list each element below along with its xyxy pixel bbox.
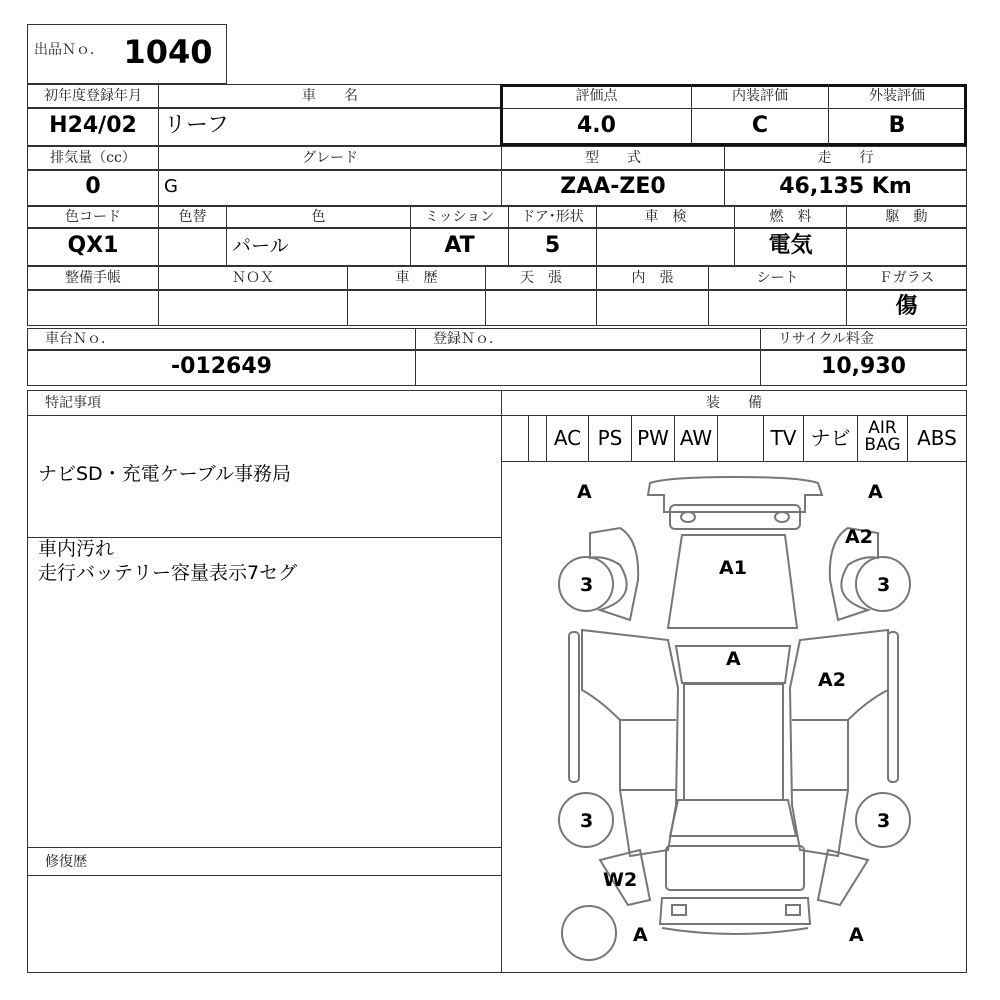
notes-line-1: ナビSD・充電ケーブル事務局 bbox=[38, 463, 291, 485]
chassis-label: 車台Ｎｏ． bbox=[45, 331, 115, 347]
grade-label: グレード bbox=[302, 150, 358, 166]
mission-label: ミッション bbox=[424, 209, 495, 225]
displacement-label: 排気量（cc） bbox=[50, 150, 136, 166]
damage-tire-fr: 3 bbox=[877, 574, 891, 596]
hood-shape bbox=[668, 535, 797, 628]
damage-tire-rl: 3 bbox=[580, 810, 594, 832]
left-mirror-shape bbox=[569, 632, 579, 782]
trunk-shape bbox=[666, 846, 804, 890]
interior-trim-label: 内 張 bbox=[631, 270, 674, 286]
model-value: ZAA-ZE0 bbox=[560, 174, 666, 199]
door-label: ドア･形状 bbox=[521, 209, 584, 225]
fuel-value: 電気 bbox=[768, 233, 813, 258]
fglass-label: Ｆガラス bbox=[878, 270, 935, 286]
damage-right-side: A2 bbox=[818, 669, 846, 691]
seat-label: シート bbox=[756, 270, 799, 286]
damage-front-left: A bbox=[577, 481, 592, 503]
equip-ps: PS bbox=[588, 416, 631, 461]
front-bumper-shape bbox=[648, 477, 822, 512]
history-label: 車 歴 bbox=[395, 270, 438, 286]
equip-abs: ABS bbox=[907, 416, 966, 461]
recycle-value: 10,930 bbox=[821, 354, 906, 379]
damage-front-right: A bbox=[868, 481, 883, 503]
color-label: 色 bbox=[311, 209, 326, 225]
nox-label: ＮＯＸ bbox=[232, 270, 274, 286]
reg-label: 初年度登録年月 bbox=[44, 88, 142, 104]
mission-value: AT bbox=[444, 233, 475, 258]
model-label: 型 式 bbox=[585, 150, 641, 166]
interior-label: 内装評価 bbox=[732, 88, 788, 104]
name-value: リーフ bbox=[164, 113, 229, 138]
interior-value: C bbox=[751, 113, 769, 138]
reg-value: H24/02 bbox=[49, 113, 137, 138]
fglass-value: 傷 bbox=[895, 294, 918, 319]
left-front-fender-shape bbox=[590, 528, 638, 620]
maintenance-label: 整備手帳 bbox=[65, 270, 121, 286]
equipment-label: 装 備 bbox=[706, 395, 762, 411]
equip-aw: AW bbox=[674, 416, 717, 461]
colorcode-label: 色コード bbox=[65, 209, 121, 225]
lot-label: 出品Ｎｏ． bbox=[34, 42, 104, 58]
exterior-value: B bbox=[888, 113, 906, 138]
repaint-label: 色替 bbox=[178, 209, 207, 225]
rear-bumper-shape bbox=[660, 898, 810, 924]
score-value: 4.0 bbox=[577, 113, 616, 138]
front-grille-shape bbox=[670, 505, 800, 529]
inspection-label: 車 検 bbox=[644, 209, 687, 225]
color-value: パール bbox=[232, 235, 289, 257]
name-label: 車 名 bbox=[302, 88, 358, 104]
damage-hood: A1 bbox=[719, 557, 747, 579]
damage-left-rear: W2 bbox=[603, 869, 638, 891]
equip-ac: AC bbox=[546, 416, 588, 461]
regno-label: 登録Ｎｏ． bbox=[433, 331, 503, 347]
equip-airbag: AIR BAG bbox=[857, 416, 907, 461]
chassis-value: -012649 bbox=[171, 354, 272, 379]
notes-label: 特記事項 bbox=[45, 395, 101, 411]
spare-tire-shape bbox=[562, 906, 616, 960]
damage-tire-rr: 3 bbox=[877, 810, 891, 832]
notes-line-2: 車内汚れ 走行バッテリー容量表示7セグ bbox=[38, 538, 298, 584]
displacement-value: 0 bbox=[85, 174, 101, 199]
repair-label: 修復歴 bbox=[45, 854, 87, 870]
equip-tv: TV bbox=[763, 416, 803, 461]
left-side-shape bbox=[582, 630, 678, 856]
damage-right-front-fender: A2 bbox=[845, 526, 873, 548]
rear-window-shape bbox=[670, 800, 796, 836]
fuel-label: 燃 料 bbox=[769, 209, 812, 225]
exterior-label: 外装評価 bbox=[869, 88, 925, 104]
colorcode-value: QX1 bbox=[67, 233, 119, 258]
equip-navi: ナビ bbox=[803, 416, 857, 461]
damage-windshield: A bbox=[726, 648, 741, 670]
equip-pw: PW bbox=[631, 416, 674, 461]
mileage-label: 走 行 bbox=[817, 150, 874, 166]
damage-rear-left: A bbox=[633, 924, 648, 946]
score-label: 評価点 bbox=[575, 88, 618, 104]
door-value: 5 bbox=[544, 233, 561, 258]
roof-label: 天 張 bbox=[520, 270, 562, 286]
drive-label: 駆 動 bbox=[885, 209, 928, 225]
roof-shape bbox=[684, 684, 783, 800]
recycle-label: リサイクル料金 bbox=[778, 331, 875, 347]
mileage-value: 46,135 Km bbox=[779, 174, 912, 199]
right-mirror-shape bbox=[888, 632, 898, 782]
damage-rear-right: A bbox=[849, 924, 864, 946]
damage-tire-fl: 3 bbox=[580, 574, 594, 596]
lot-number: 1040 bbox=[123, 33, 213, 71]
grade-value: G bbox=[164, 176, 178, 197]
right-side-shape bbox=[790, 630, 891, 856]
